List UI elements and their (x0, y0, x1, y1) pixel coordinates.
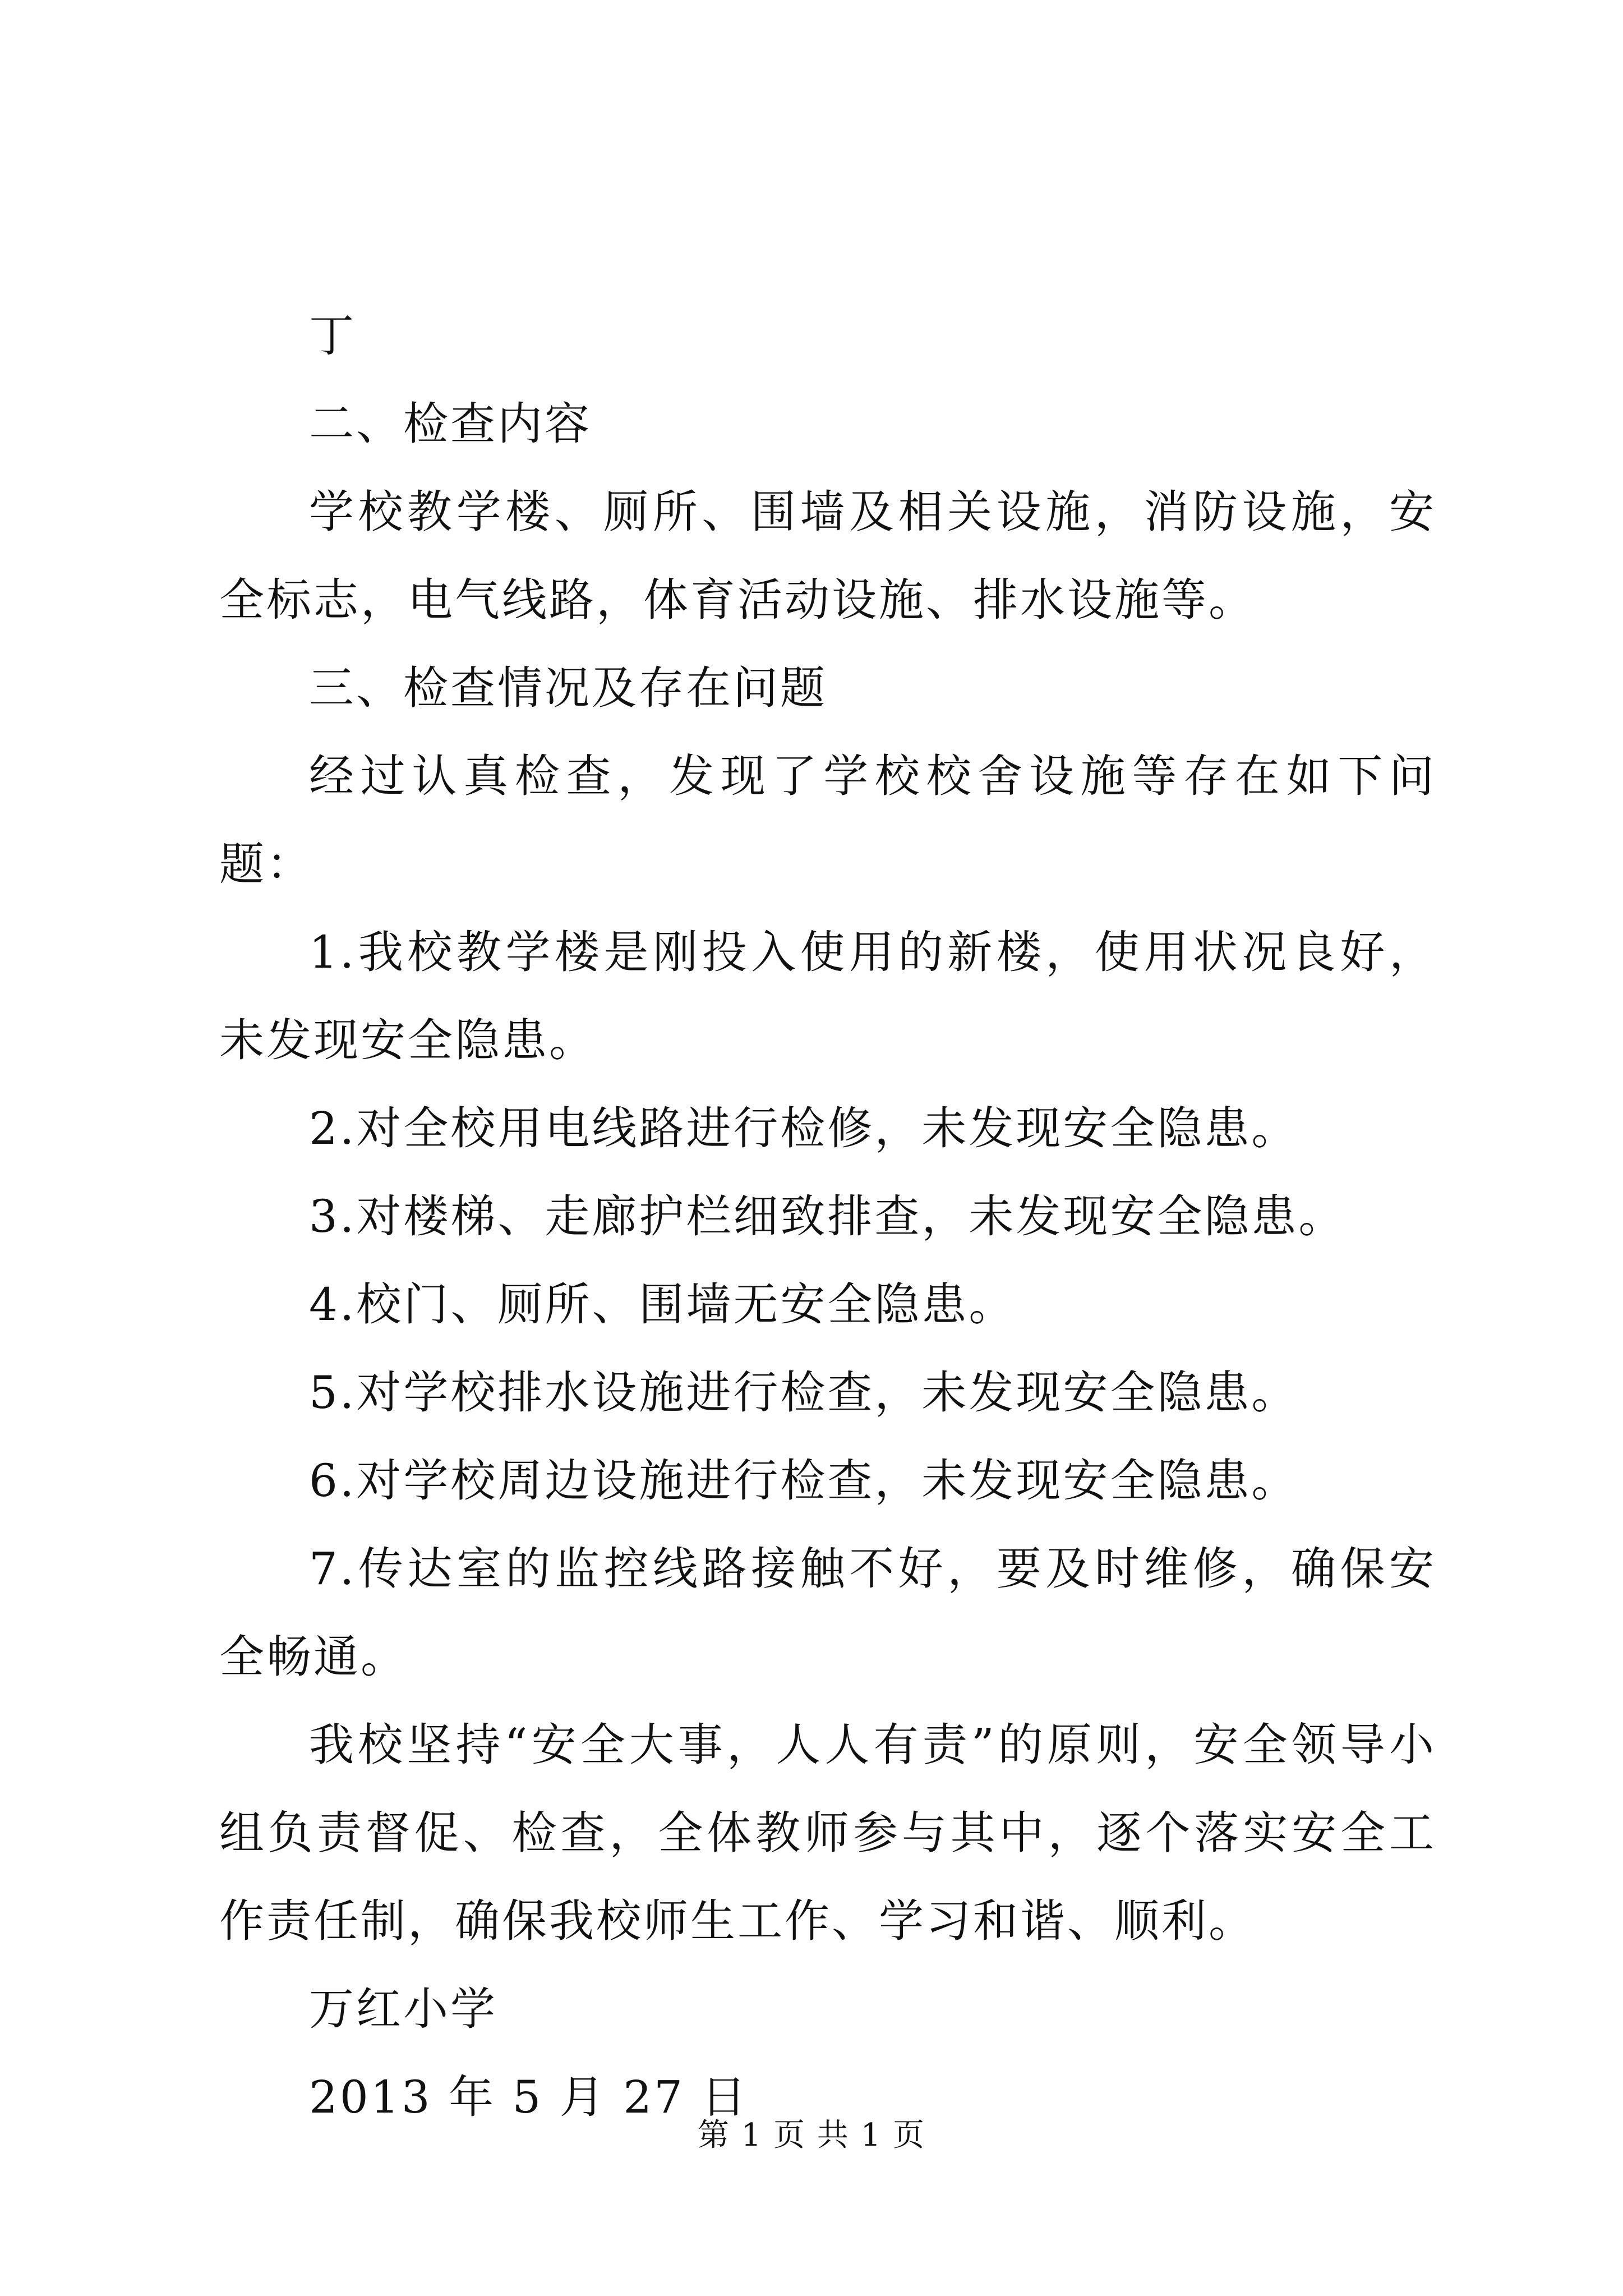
list-item-5: 5.对学校排水设施进行检查，未发现安全隐患。 (309, 1366, 1299, 1419)
list-item-4: 4.校门、厕所、围墙无安全隐患。 (309, 1278, 1016, 1331)
section-heading-inspection-results: 三、检查情况及存在问题 (309, 662, 827, 714)
list-item-2: 2.对全校用电线路进行检修，未发现安全隐患。 (309, 1102, 1299, 1154)
signature-date: 2013 年 5 月 27 日 (309, 2071, 749, 2123)
signature-school-name: 万红小学 (309, 1983, 497, 2035)
paragraph-inspection-content: 学校教学楼、厕所、围墙及相关设施，消防设施，安全标志，电气线路，体育活动设施、排水设施等。 (219, 486, 1436, 626)
list-item-6: 6.对学校周边设施进行检查，未发现安全隐患。 (309, 1455, 1299, 1507)
list-item-7: 7.传达室的监控线路接触不好，要及时维修，确保安全畅通。 (219, 1543, 1436, 1683)
paragraph-conclusion: 我校坚持“安全大事，人人有责”的原则，安全领导小组负责督促、检查，全体教师参与其中，逐个落实安全工作责任制，确保我校师生工作、学习和谐、顺利。 (219, 1719, 1436, 1947)
page-footer: 第 1 页 共 1 页 (697, 2117, 926, 2154)
section-heading-inspection-content: 二、检查内容 (309, 398, 592, 450)
document-body (219, 292, 1436, 2141)
paragraph-fragment: 丁 (309, 310, 356, 362)
paragraph-intro-problems: 经过认真检查，发现了学校校舍设施等存在如下问题： (219, 750, 1436, 890)
list-item-3: 3.对楼梯、走廊护栏细致排查，未发现安全隐患。 (309, 1190, 1346, 1243)
list-item-1: 1.我校教学楼是刚投入使用的新楼，使用状况良好，未发现安全隐患。 (219, 926, 1436, 1066)
